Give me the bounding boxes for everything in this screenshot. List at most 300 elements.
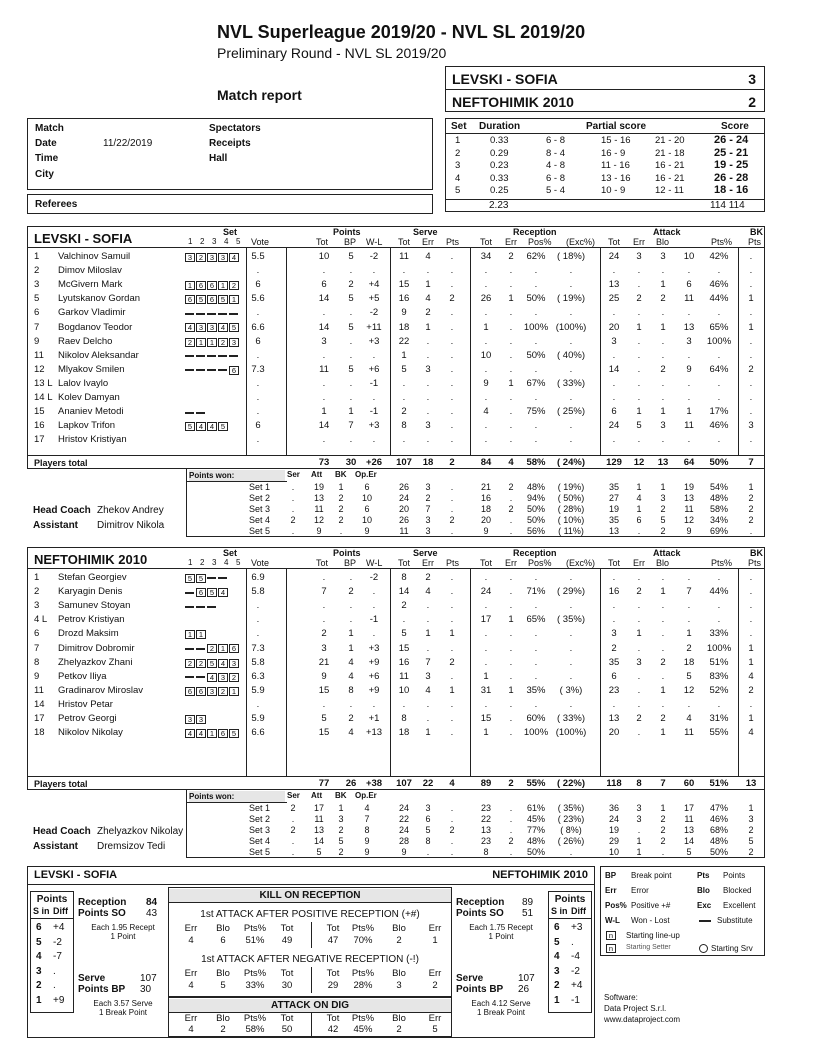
set-duration: 0.23 xyxy=(490,160,509,171)
home-set-apts: 11 xyxy=(684,504,694,514)
home-set-stat-row xyxy=(187,515,766,526)
home-atot: 24 xyxy=(608,420,620,432)
home-set-spts: . xyxy=(450,504,454,514)
home-total-spts: 2 xyxy=(449,457,455,468)
away-set-stot: 9 xyxy=(401,847,407,857)
home-atot: . xyxy=(612,392,616,403)
away-table-team-name: NEFTOHIMIK 2010 xyxy=(34,552,148,567)
home-rot-s: 1 xyxy=(36,994,42,1006)
away-set-att: 13 xyxy=(313,825,324,835)
away-aptsp: 83% xyxy=(709,670,729,682)
home-apts: 3 xyxy=(686,335,692,347)
home-set-apts: 12 xyxy=(683,515,694,525)
home-set-exc: ( 50%) xyxy=(557,493,585,503)
home-set-rerr: 2 xyxy=(508,504,514,514)
away-one-point: 1 Point xyxy=(488,932,514,941)
legend-box xyxy=(600,866,765,956)
home-set-spts: . xyxy=(450,482,454,492)
home-blo: 3 xyxy=(660,251,666,262)
away-bp: . xyxy=(349,572,353,583)
away-aptsp: . xyxy=(717,614,721,626)
match-title: NVL Superleague 2019/20 - NVL SL 2019/20 xyxy=(217,22,586,42)
home-set-label: Set 3 xyxy=(249,504,271,514)
away-set-apts: 5 xyxy=(686,847,692,857)
neg-header: Err xyxy=(428,968,442,979)
away-bp: 8 xyxy=(348,684,354,696)
home-player-name: Lalov Ivaylo xyxy=(58,377,109,389)
referees-box xyxy=(27,194,433,214)
home-total-atot: 129 xyxy=(606,457,622,468)
away-rtot: . xyxy=(484,642,488,654)
set-number: 2 xyxy=(455,147,461,159)
home-player-number: 11 xyxy=(34,349,44,361)
home-stot: 15 xyxy=(398,279,410,291)
partial-score-8: 5 - 4 xyxy=(546,185,566,196)
home-spts: . xyxy=(450,279,454,291)
home-player-sets xyxy=(185,322,240,336)
starting-serve-circle-icon xyxy=(699,944,708,953)
set-position-box: 6 xyxy=(196,281,206,290)
away-vote: 5.8 xyxy=(251,586,265,598)
away-set-spts: . xyxy=(450,847,454,857)
substitute-dash-icon xyxy=(196,355,205,357)
set-col-1: 1 xyxy=(188,558,193,567)
points-group-header: Points xyxy=(333,548,361,558)
away-pos: . xyxy=(534,572,538,583)
home-set-rtot: 18 xyxy=(480,504,491,514)
home-spts: . xyxy=(450,434,454,446)
dig-header: Pts% xyxy=(243,1013,267,1024)
away-spts: 2 xyxy=(449,656,455,668)
set-position-box: 4 xyxy=(218,588,228,597)
away-total-stot: 107 xyxy=(396,778,412,789)
set-position-box: 2 xyxy=(218,338,228,347)
away-player-sets xyxy=(185,671,240,685)
home-player-number: 17 xyxy=(34,434,45,446)
away-spts: 1 xyxy=(449,684,455,696)
home-stot: 2 xyxy=(401,406,407,418)
home-apts: 11 xyxy=(684,420,694,432)
home-rtot: . xyxy=(484,363,488,375)
away-spts: . xyxy=(450,713,454,724)
away-rot-diff: +3 xyxy=(571,922,583,933)
away-serve-label: Serve xyxy=(456,973,484,984)
home-stot: . xyxy=(402,377,406,389)
home-rerr: . xyxy=(509,363,513,375)
home-stot: 5 xyxy=(401,363,407,375)
home-set-blo: 2 xyxy=(660,526,666,536)
home-set-bkpts: 2 xyxy=(748,493,754,503)
away-total-serr: 22 xyxy=(422,778,434,789)
away-blo: . xyxy=(661,572,665,583)
home-set-aerr: . xyxy=(637,526,641,536)
away-sin-label: S in xyxy=(551,906,568,916)
home-pos: 75% xyxy=(526,406,546,418)
home-set-pos: 50% xyxy=(526,504,545,514)
home-pos: . xyxy=(534,279,538,291)
legend-lineup-text: Starting line-up xyxy=(626,931,680,940)
away-bk: . xyxy=(749,614,753,626)
home-vote: 6 xyxy=(255,279,261,291)
away-wl: -2 xyxy=(369,572,379,583)
home-bp: 5 xyxy=(348,251,354,262)
away-set-serr: 8 xyxy=(425,836,431,846)
set-duration: 0.29 xyxy=(490,147,509,159)
away-set-ser: . xyxy=(291,814,295,824)
home-ptot: 1 xyxy=(321,406,327,418)
dig-header: Pts% xyxy=(351,1013,375,1024)
away-set-atot: 10 xyxy=(608,847,619,857)
att-ptsp-header: Pts% xyxy=(711,237,733,247)
away-bp: 1 xyxy=(348,628,354,640)
away-rerr: . xyxy=(509,642,513,654)
home-set-oper: 6 xyxy=(364,504,370,514)
home-aptsp: . xyxy=(717,377,721,389)
report-label: Match report xyxy=(217,87,302,103)
away-set-stot: 22 xyxy=(398,814,409,824)
software-label: Software: xyxy=(604,993,638,1002)
away-atot: 3 xyxy=(611,628,617,640)
away-rtot: . xyxy=(484,656,488,668)
attack-group-header: Attack xyxy=(653,227,681,237)
away-rtot: . xyxy=(484,698,488,710)
pos-value: 2 xyxy=(396,935,402,946)
away-player-row xyxy=(28,613,766,627)
home-set-ser: 2 xyxy=(290,515,296,525)
rec-err-header: Err xyxy=(505,558,517,568)
date-label: Date xyxy=(35,138,57,149)
home-so-label: Points SO xyxy=(78,908,126,919)
attack-group-header: Attack xyxy=(653,548,681,558)
legend-exc-text: Excellent xyxy=(723,901,756,910)
away-serr: 2 xyxy=(425,572,431,583)
home-aptsp: 46% xyxy=(709,420,729,432)
home-apts: 6 xyxy=(686,279,692,291)
set-position-box: 6 xyxy=(207,281,217,290)
home-player-sets xyxy=(185,251,240,265)
home-pos: . xyxy=(534,392,538,403)
home-ptot: . xyxy=(322,434,326,446)
legend-pos-key: Pos% xyxy=(605,901,627,910)
home-setstats xyxy=(186,469,765,537)
home-set-exc: ( 28%) xyxy=(557,504,585,514)
away-rerr: . xyxy=(509,572,513,583)
set-position-box: 6 xyxy=(229,644,239,653)
set-position-box: 6 xyxy=(185,687,195,696)
pos-header: Tot xyxy=(280,923,294,934)
home-player-name: Raev Delcho xyxy=(58,335,113,347)
lineup-square-icon: n xyxy=(606,931,616,940)
home-blo: . xyxy=(661,377,665,389)
away-exc: . xyxy=(569,628,573,640)
away-atot: 20 xyxy=(608,727,620,739)
dig-value: 4 xyxy=(188,1024,194,1035)
serve-pts-header: Pts xyxy=(446,237,460,247)
home-rerr: . xyxy=(509,265,513,277)
home-set-blo: 3 xyxy=(660,493,666,503)
away-rot-s: 6 xyxy=(554,922,560,933)
home-player-sets xyxy=(185,336,240,350)
pos-header: Pts% xyxy=(351,923,375,934)
home-points-won-label: Points won: xyxy=(189,470,285,481)
away-sets-won: 2 xyxy=(748,94,756,110)
home-set-rerr: . xyxy=(509,526,513,536)
set-number: 4 xyxy=(455,172,461,184)
home-player-name: Lyutskanov Gordan xyxy=(58,293,141,305)
sets-group-header: Set xyxy=(223,227,238,237)
home-total-aerr: 12 xyxy=(633,457,645,468)
away-set-att: 11 xyxy=(314,814,324,824)
home-rerr: . xyxy=(509,434,513,446)
legend-err-text: Error xyxy=(631,886,649,895)
home-set-att: 12 xyxy=(313,515,324,525)
set-number: 3 xyxy=(455,160,461,171)
set-number: 5 xyxy=(455,185,461,196)
away-set-pos: 48% xyxy=(526,836,545,846)
home-serve-label: Serve xyxy=(78,973,106,984)
home-rot-diff: -7 xyxy=(53,951,62,962)
neg-header: Err xyxy=(184,968,198,979)
home-wl: +6 xyxy=(368,363,380,375)
away-atot: 13 xyxy=(608,713,620,724)
pos-value: 49 xyxy=(281,935,293,946)
home-vote: 5.6 xyxy=(251,293,265,305)
away-total-rerr: 2 xyxy=(508,778,514,789)
home-spts: . xyxy=(450,321,454,333)
home-player-sets xyxy=(185,293,240,307)
away-set-aptsp: 48% xyxy=(709,836,728,846)
home-rerr: . xyxy=(509,279,513,291)
away-bk: . xyxy=(749,572,753,583)
home-wl: -2 xyxy=(369,251,379,262)
away-serr: 1 xyxy=(425,727,431,739)
home-exc: . xyxy=(569,279,573,291)
home-serve-value: 107 xyxy=(140,973,157,984)
substitute-dash-icon xyxy=(196,369,205,371)
away-rot-diff: -1 xyxy=(571,994,580,1006)
neg-value: 5 xyxy=(220,980,226,991)
home-assistant-name: Dimitrov Nikola xyxy=(97,520,165,531)
home-set-rerr: . xyxy=(509,515,513,525)
away-serve-stats xyxy=(456,973,546,1017)
home-player-sets xyxy=(185,364,240,378)
away-set-pos: 45% xyxy=(526,814,545,824)
home-atot: 13 xyxy=(608,279,620,291)
home-aerr: 1 xyxy=(636,406,642,418)
away-stot: 5 xyxy=(401,628,407,640)
home-atot: . xyxy=(612,307,616,319)
home-wl: +4 xyxy=(368,279,380,291)
away-rerr: . xyxy=(509,656,513,668)
home-spts: . xyxy=(450,420,454,432)
away-aptsp: 33% xyxy=(709,628,729,640)
home-blo: 1 xyxy=(660,406,666,418)
home-rec-label: Reception xyxy=(78,897,127,908)
pos-value: 4 xyxy=(188,935,194,946)
home-coach-label: Head Coach xyxy=(33,505,91,516)
home-aptsp: . xyxy=(717,307,721,319)
away-vote: 5.9 xyxy=(251,684,265,696)
substitute-dash-icon xyxy=(229,355,238,357)
set-score: 26 - 24 xyxy=(714,134,749,146)
set-position-box: 4 xyxy=(229,253,239,262)
away-set-stot: 24 xyxy=(398,803,409,813)
home-bp: 5 xyxy=(348,293,354,305)
home-stot: 22 xyxy=(398,335,410,347)
away-total-bp: 26 xyxy=(345,778,357,789)
set-position-box: 6 xyxy=(185,295,195,304)
home-set-att: 19 xyxy=(313,482,324,492)
away-set-blo: 2 xyxy=(660,825,666,835)
home-stot: 9 xyxy=(401,307,407,319)
column-divider xyxy=(286,247,287,455)
away-ptot: 3 xyxy=(321,642,327,654)
rec-tot-header: Tot xyxy=(480,558,493,568)
home-rerr: . xyxy=(509,349,513,361)
away-serr: . xyxy=(426,713,430,724)
away-aptsp: 52% xyxy=(709,684,729,696)
away-bp: 2 xyxy=(348,586,354,598)
home-aptsp: 65% xyxy=(709,321,729,333)
away-exc: ( 35%) xyxy=(557,614,585,626)
home-bp: 1 xyxy=(348,406,354,418)
away-stot: 11 xyxy=(399,670,409,682)
home-aptsp: . xyxy=(717,349,721,361)
home-rtot: . xyxy=(484,265,488,277)
away-wl: +9 xyxy=(368,656,380,668)
home-serr: 1 xyxy=(425,321,431,333)
dig-header: Err xyxy=(184,1013,198,1024)
points-bp-header: BP xyxy=(344,237,357,247)
home-rtot: . xyxy=(484,279,488,291)
home-set-stot: 26 xyxy=(398,482,409,492)
home-rot-diff: +4 xyxy=(53,922,65,933)
set-position-box: 3 xyxy=(196,715,206,724)
partial-score-21: 21 - 18 xyxy=(655,147,685,159)
partial-score-8: 8 - 4 xyxy=(546,147,566,159)
away-player-name: Dimitrov Dobromir xyxy=(58,642,135,654)
kill-title: KILL ON RECEPTION xyxy=(169,889,451,902)
home-stot: . xyxy=(402,392,406,403)
away-set-apts: 17 xyxy=(683,803,694,813)
away-set-aptsp: 47% xyxy=(709,803,728,813)
away-exc: ( 29%) xyxy=(557,586,585,598)
column-divider xyxy=(600,247,601,455)
set-position-box: 4 xyxy=(185,729,195,738)
hall-label: Hall xyxy=(209,153,228,164)
home-rerr: . xyxy=(509,335,513,347)
set-position-box: 5 xyxy=(185,574,195,583)
away-player-name: Hristov Petar xyxy=(58,698,113,710)
home-set-ser: . xyxy=(291,493,295,503)
home-set-rerr: . xyxy=(509,493,513,503)
set-position-box: 6 xyxy=(196,588,206,597)
away-set-pos: 61% xyxy=(526,803,545,813)
set-number: 1 xyxy=(455,135,461,146)
home-bk-header: BK xyxy=(335,470,347,479)
away-player-row xyxy=(28,585,766,599)
away-ptot: . xyxy=(322,614,326,626)
home-serr: 4 xyxy=(425,251,431,262)
away-player-number: 11 xyxy=(34,684,44,696)
home-serr: . xyxy=(426,406,430,418)
home-set-blo: 5 xyxy=(660,515,666,525)
set-position-box: 1 xyxy=(185,281,195,290)
home-player-number: 16 xyxy=(34,420,45,432)
home-stot: 8 xyxy=(401,420,407,432)
home-ptot: . xyxy=(322,349,326,361)
home-player-name: McGivern Mark xyxy=(58,279,123,291)
home-aptsp: 100% xyxy=(706,335,732,347)
home-blo: . xyxy=(661,434,665,446)
home-vote: . xyxy=(256,434,260,446)
neg-value: 28% xyxy=(353,980,373,991)
partial-score-16: 13 - 16 xyxy=(601,172,631,184)
home-pos: 67% xyxy=(526,377,546,389)
away-pos: 35% xyxy=(526,684,546,696)
set-position-box: 4 xyxy=(218,323,228,332)
home-player-number: 7 xyxy=(34,321,40,333)
home-ptot: . xyxy=(322,307,326,319)
away-player-sets xyxy=(185,657,240,671)
away-set-spts: . xyxy=(450,814,454,824)
home-vote: . xyxy=(256,392,260,403)
away-aerr: . xyxy=(637,642,641,654)
away-stot: 2 xyxy=(401,600,407,612)
away-set-pos: 77% xyxy=(526,825,545,835)
away-spts: . xyxy=(450,614,454,626)
away-apts: 4 xyxy=(686,713,692,724)
away-set-rerr: . xyxy=(509,847,513,857)
home-spts: . xyxy=(450,307,454,319)
home-set-spts: 2 xyxy=(449,515,455,525)
away-each-serve: Each 4.12 Serve xyxy=(471,999,531,1008)
home-rerr: . xyxy=(509,321,513,333)
home-player-name: Garkov Vladimir xyxy=(58,307,126,319)
home-rot-diff: . xyxy=(53,980,56,991)
substitute-dash-icon xyxy=(229,313,238,315)
reception-group-header: Reception xyxy=(513,227,557,237)
home-player-number: 15 xyxy=(34,406,45,418)
rec-exc-header: (Exc%) xyxy=(566,558,595,568)
away-wl: +9 xyxy=(368,684,380,696)
set-position-box: 4 xyxy=(196,729,206,738)
home-player-number: 2 xyxy=(34,265,40,277)
home-player-row xyxy=(28,250,766,264)
home-apts: 1 xyxy=(686,406,692,418)
home-set-oper: 10 xyxy=(361,515,372,525)
home-player-row xyxy=(28,321,766,335)
away-player-row xyxy=(28,642,766,656)
column-divider xyxy=(246,247,247,455)
away-coach-label: Head Coach xyxy=(33,826,91,837)
away-total-pos: 55% xyxy=(526,778,546,789)
home-pos: 50% xyxy=(526,349,546,361)
home-rot-s: 4 xyxy=(36,951,42,962)
away-points-won-label: Points won: xyxy=(189,791,285,802)
partial-score-8: 6 - 8 xyxy=(546,172,566,184)
home-rot-diff: +9 xyxy=(53,994,65,1006)
set-position-box: 3 xyxy=(229,338,239,347)
home-set-ser: . xyxy=(291,504,295,514)
away-set-aptsp: 68% xyxy=(709,825,728,835)
summary-away-name: NEFTOHIMIK 2010 xyxy=(492,869,588,881)
home-serr: . xyxy=(426,265,430,277)
dig-header: Err xyxy=(428,1013,442,1024)
serve-pts-header: Pts xyxy=(446,558,460,568)
home-pos: . xyxy=(534,307,538,319)
home-exc: . xyxy=(569,392,573,403)
